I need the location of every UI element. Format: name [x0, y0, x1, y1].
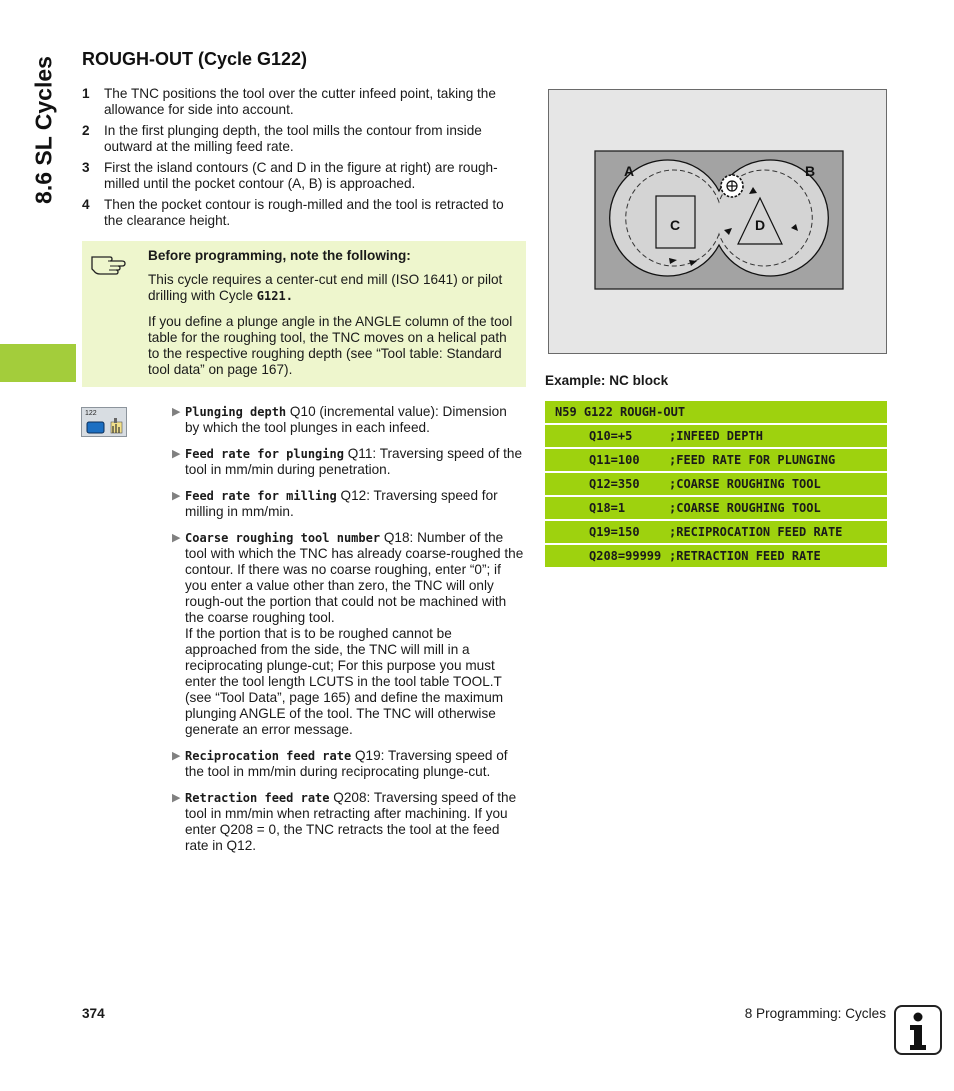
nc-line — [545, 473, 887, 495]
nc-line: N59 G122 ROUGH-OUT — [545, 401, 887, 423]
step-list — [82, 86, 524, 234]
milling-cutter-icon — [721, 175, 743, 197]
rough-out-cycle-softkey-icon — [81, 407, 127, 437]
info-icon — [894, 1005, 942, 1055]
parameter-item — [172, 446, 524, 478]
nc-line — [545, 425, 887, 447]
step-text: Then the pocket contour is rough-milled and the tool is retracted to the clearance height. — [104, 197, 504, 228]
label-d: D — [755, 217, 766, 233]
triangle-right-icon: ▶ — [172, 406, 181, 418]
nc-line — [545, 521, 887, 543]
pointing-hand-icon — [90, 251, 128, 275]
parameter-description: Q11: Traversing speed of the tool in mm/min during penetration. — [185, 446, 523, 477]
nc-parameter: Q12=350 — [589, 477, 640, 491]
chapter-name: 8 Programming: Cycles — [744, 1006, 886, 1021]
step-number: 2 — [82, 123, 90, 138]
nc-comment: ;INFEED DEPTH — [669, 429, 763, 443]
step-text: The TNC positions the tool over the cutter infeed point, taking the allowance for side into account. — [104, 86, 496, 117]
parameter-name: Feed rate for milling — [185, 489, 337, 503]
parameter-name: Plunging depth — [185, 405, 287, 419]
nc-example-title: Example: NC block — [545, 373, 669, 388]
parameter-description: Q19: Traversing speed of the tool in mm/min during reciprocating plunge-cut. — [185, 748, 508, 779]
page-title: ROUGH-OUT (Cycle G122) — [82, 49, 308, 69]
parameter-description: Q208: Traversing speed of the tool in mm/min when retracting after machining. If you enter Q208 = 0, the TNC retracts the tool at the feed rate in Q12. — [185, 790, 517, 853]
nc-comment: ;FEED RATE FOR PLUNGING — [669, 453, 836, 467]
parameter-description: Q10 (incremental value): Dimension by which the tool plunges in each infeed. — [185, 404, 507, 435]
parameter-item — [172, 790, 524, 854]
step-item — [82, 123, 524, 155]
step-item — [82, 197, 524, 229]
step-text: First the island contours (C and D in the figure at right) are rough-milled until the pocket contour (A, B) is approached. — [104, 160, 498, 191]
nc-comment: ;COARSE ROUGHING TOOL — [669, 501, 821, 515]
triangle-right-icon: ▶ — [172, 448, 181, 460]
note-paragraph: If you define a plunge angle in the ANGLE column of the tool table for the roughing tool, the TNC moves on a helical path to the respective roughing depth (see “Tool table: Standard tool data” on page 167). — [148, 314, 513, 377]
parameter-item — [172, 488, 524, 520]
triangle-right-icon: ▶ — [172, 490, 181, 502]
programming-note — [82, 241, 526, 387]
nc-line — [545, 497, 887, 519]
page-number: 374 — [82, 1006, 105, 1021]
step-number: 3 — [82, 160, 90, 175]
cycle-code: G121. — [256, 289, 293, 303]
nc-parameter: Q19=150 — [589, 525, 640, 539]
parameter-name: Coarse roughing tool number — [185, 531, 381, 545]
step-item — [82, 86, 524, 118]
parameter-name: Reciprocation feed rate — [185, 749, 352, 763]
step-number: 4 — [82, 197, 90, 212]
label-a: A — [624, 163, 635, 179]
parameter-description: Q12: Traversing speed for milling in mm/min. — [185, 488, 498, 519]
step-text: In the first plunging depth, the tool mills the contour from inside outward at the milling feed rate. — [104, 123, 482, 154]
nc-comment: ;RECIPROCATION FEED RATE — [669, 525, 843, 539]
label-c: C — [670, 217, 681, 233]
nc-block — [545, 401, 887, 569]
triangle-right-icon: ▶ — [172, 750, 181, 762]
nc-parameter: Q18=1 — [589, 501, 626, 515]
nc-parameter: Q11=100 — [589, 453, 640, 467]
softkey-label: 122 — [85, 410, 97, 417]
nc-comment: ;RETRACTION FEED RATE — [669, 549, 821, 563]
rough-out-figure — [548, 89, 887, 354]
parameter-name: Feed rate for plunging — [185, 447, 344, 461]
nc-comment: ;COARSE ROUGHING TOOL — [669, 477, 821, 491]
parameter-description-extra: If the portion that is to be roughed cannot be approached from the side, the TNC will mill in a reciprocating plunge-cut; For this purpose you must enter the tool length LCUTS in the tool table TOOL.T (see “Tool Data”, page 165) and define the maximum plunging ANGLE of the tool. The TNC will otherwise generate an error message. — [185, 626, 504, 737]
nc-parameter: Q208=99999 — [589, 549, 662, 563]
parameter-description: Q18: Number of the tool with which the TNC has already coarse-roughed the contour. If there was no coarse roughing, enter “0”; if you enter a value other than zero, the TNC will only rough-out the portion that could not be machined with the coarse roughing tool. — [185, 530, 524, 625]
parameter-name: Retraction feed rate — [185, 791, 330, 805]
note-paragraph: This cycle requires a center-cut end mill (ISO 1641) or pilot drilling with Cycle G121. — [148, 272, 503, 303]
pocket-icon — [82, 408, 128, 438]
parameter-item — [172, 404, 524, 436]
step-item — [82, 160, 524, 192]
nc-line — [545, 449, 887, 471]
triangle-right-icon: ▶ — [172, 532, 181, 544]
note-title: Before programming, note the following: — [148, 248, 411, 263]
contour-diagram — [549, 90, 886, 353]
triangle-right-icon: ▶ — [172, 792, 181, 804]
side-chapter-title: 8.6 SL Cycles — [30, 56, 57, 204]
step-number: 1 — [82, 86, 90, 101]
nc-parameter: Q10=+5 — [589, 429, 633, 443]
nc-line — [545, 545, 887, 567]
label-b: B — [805, 163, 816, 179]
parameter-item — [172, 748, 524, 780]
side-accent-bar — [0, 344, 76, 382]
parameter-item — [172, 530, 524, 738]
parameter-list — [172, 404, 524, 864]
